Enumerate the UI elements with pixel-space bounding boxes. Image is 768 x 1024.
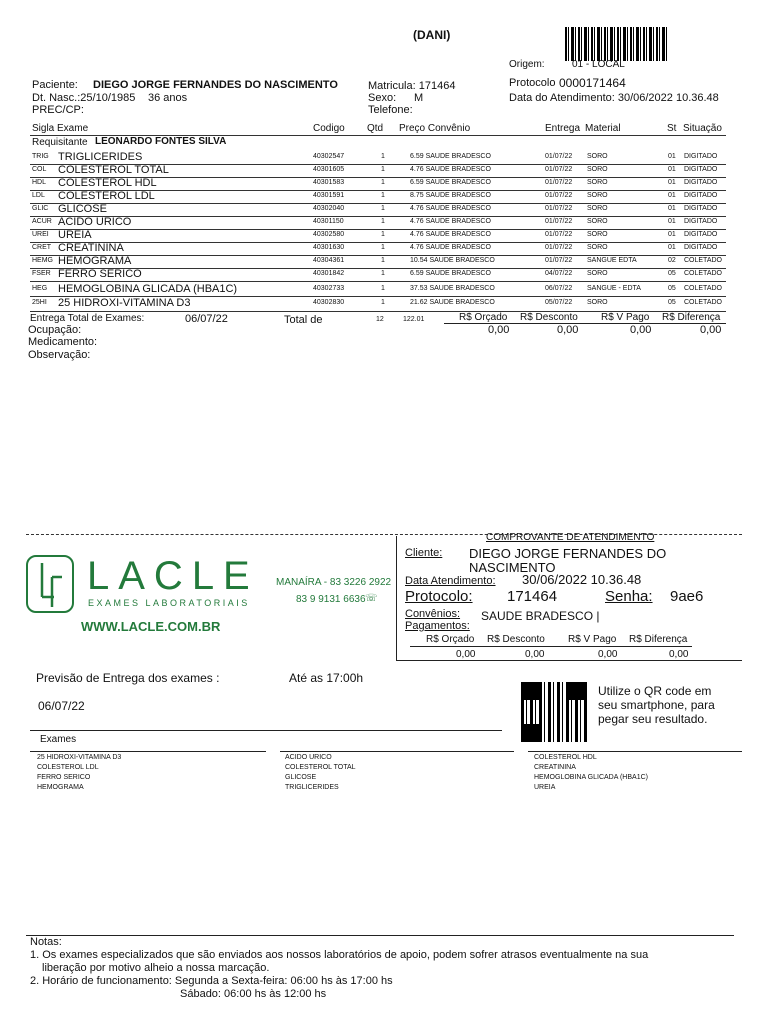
qr-text-line3: pegar seu resultado. bbox=[598, 712, 708, 726]
exames-col1-line bbox=[30, 751, 266, 752]
row-situacao: DIGITADO bbox=[684, 166, 718, 173]
table-row bbox=[0, 229, 768, 242]
row-preco: 6.59 SAUDE BRADESCO bbox=[410, 270, 491, 277]
cliente-name-line2: NASCIMENTO bbox=[469, 560, 556, 575]
row-material: SORO bbox=[587, 218, 608, 225]
protocolo-receipt-label: Protocolo: bbox=[405, 588, 473, 605]
previsao-ate: Até as 17:00h bbox=[289, 671, 364, 685]
row-sigla: COL bbox=[32, 166, 47, 173]
row-material: SORO bbox=[587, 205, 608, 212]
row-codigo: 40302040 bbox=[313, 205, 345, 212]
protocolo-receipt-value: 171464 bbox=[507, 588, 558, 605]
row-st: 02 bbox=[668, 257, 676, 264]
origem-value: 01 - LOCAL bbox=[572, 59, 625, 70]
requisitante-label: Requisitante bbox=[32, 137, 88, 148]
row-material: SORO bbox=[587, 179, 608, 186]
row-exame: FERRO SERICO bbox=[58, 268, 142, 280]
senha-label: Senha: bbox=[605, 588, 653, 605]
row-preco: 6.59 SAUDE BRADESCO bbox=[410, 153, 491, 160]
row-sigla: UREI bbox=[32, 231, 49, 238]
row-material: SORO bbox=[587, 192, 608, 199]
desconto-label: R$ Desconto bbox=[520, 312, 578, 323]
row-codigo: 40301605 bbox=[313, 166, 345, 173]
total-qtd: 12 bbox=[376, 316, 384, 323]
row-sigla: HEG bbox=[32, 285, 48, 292]
diferenca-label: R$ Diferença bbox=[662, 312, 721, 323]
row-st: 01 bbox=[668, 166, 676, 173]
requisitante-value: LEONARDO FONTES SILVA bbox=[95, 136, 227, 147]
exames-label: Exames bbox=[40, 734, 77, 745]
row-qtd: 1 bbox=[381, 231, 385, 238]
dani-label: (DANI) bbox=[413, 28, 451, 42]
list-item: 25 HIDROXI-VITAMINA D3 bbox=[37, 754, 122, 761]
paciente-label: Paciente: bbox=[32, 79, 78, 91]
row-st: 01 bbox=[668, 153, 676, 160]
list-item: TRIGLICERIDES bbox=[285, 784, 339, 791]
row-codigo: 40302547 bbox=[313, 153, 345, 160]
row-st: 05 bbox=[668, 285, 676, 292]
row-preco: 4.76 SAUDE BRADESCO bbox=[410, 231, 491, 238]
row-material: SORO bbox=[587, 231, 608, 238]
row-sigla: FSER bbox=[32, 270, 51, 277]
row-exame: COLESTEROL HDL bbox=[58, 177, 157, 189]
row-preco: 21.62 SAUDE BRADESCO bbox=[410, 299, 495, 306]
row-exame: TRIGLICERIDES bbox=[58, 151, 143, 163]
nota-2-line2: Sábado: 06:00 hs às 12:00 hs bbox=[180, 988, 327, 1000]
receipt-box-bottom bbox=[396, 660, 742, 661]
phone-manaira: MANAÍRA - 83 3226 2922 bbox=[276, 577, 392, 588]
sexo-value: M bbox=[414, 92, 424, 104]
row-sigla: LDL bbox=[32, 192, 45, 199]
row-preco: 4.76 SAUDE BRADESCO bbox=[410, 244, 491, 251]
data-atendimento: Data do Atendimento: 30/06/2022 10.36.48 bbox=[509, 92, 719, 104]
row-codigo: 40304361 bbox=[313, 257, 345, 264]
data-atendimento-label: Data Atendimento: bbox=[405, 575, 496, 587]
website-link[interactable]: WWW.LACLE.COM.BR bbox=[81, 619, 221, 634]
lacle-logo-icon bbox=[28, 557, 72, 611]
vpago-value: 0,00 bbox=[630, 324, 652, 336]
qr-code[interactable] bbox=[521, 682, 587, 742]
observacao-label: Observação: bbox=[28, 349, 91, 361]
col-material-header: Material bbox=[585, 123, 621, 134]
row-entrega: 04/07/22 bbox=[545, 270, 573, 277]
row-situacao: DIGITADO bbox=[684, 205, 718, 212]
row-preco: 6.59 SAUDE BRADESCO bbox=[410, 179, 491, 186]
receipt-title: COMPROVANTE DE ATENDIMENTO bbox=[486, 532, 655, 543]
row-sigla: HEMG bbox=[32, 257, 53, 264]
dt-nasc: Dt. Nasc.:25/10/1985 bbox=[32, 92, 136, 104]
phone-whatsapp: 83 9 9131 6636 bbox=[296, 594, 366, 605]
col-situacao-header: Situação bbox=[683, 123, 722, 134]
data-atendimento-value: 30/06/2022 10.36.48 bbox=[522, 572, 642, 587]
row-qtd: 1 bbox=[381, 244, 385, 251]
sexo-label: Sexo: bbox=[368, 92, 397, 104]
nota-1-line2: liberação por motivo alheio a nossa marcação. bbox=[42, 962, 270, 974]
orcado-value: 0,00 bbox=[488, 324, 510, 336]
origem-label: Origem: bbox=[509, 59, 545, 70]
cliente-label: Cliente: bbox=[405, 547, 443, 559]
telefone: Telefone: bbox=[368, 104, 413, 116]
total-de-label: Total de bbox=[284, 314, 323, 326]
previsao-label: Previsão de Entrega dos exames : bbox=[36, 671, 220, 685]
row-st: 01 bbox=[668, 192, 676, 199]
row-sigla: 25HI bbox=[32, 299, 47, 306]
row-qtd: 1 bbox=[381, 166, 385, 173]
row-qtd: 1 bbox=[381, 299, 385, 306]
row-sigla: GLIC bbox=[32, 205, 49, 212]
col-codigo-header: Codigo bbox=[313, 123, 345, 134]
row-preco: 8.75 SAUDE BRADESCO bbox=[410, 192, 491, 199]
notas-title: Notas: bbox=[30, 936, 62, 948]
protocolo-value: 0000171464 bbox=[559, 76, 626, 90]
row-material: SORO bbox=[587, 153, 608, 160]
row-material: SORO bbox=[587, 166, 608, 173]
table-row bbox=[0, 203, 768, 216]
row-st: 01 bbox=[668, 205, 676, 212]
row-codigo: 40301630 bbox=[313, 244, 345, 251]
lacle-logo-mark bbox=[26, 555, 74, 613]
exames-col2-line bbox=[280, 751, 514, 752]
row-exame: UREIA bbox=[58, 229, 92, 241]
row-qtd: 1 bbox=[381, 205, 385, 212]
row-situacao: DIGITADO bbox=[684, 153, 718, 160]
row-entrega: 01/07/22 bbox=[545, 153, 573, 160]
row-codigo: 40302580 bbox=[313, 231, 345, 238]
row-codigo: 40302733 bbox=[313, 285, 345, 292]
receipt-desconto-label: R$ Desconto bbox=[487, 634, 545, 645]
row-entrega: 01/07/22 bbox=[545, 205, 573, 212]
table-row bbox=[0, 242, 768, 255]
row-entrega: 01/07/22 bbox=[545, 166, 573, 173]
row-exame: GLICOSE bbox=[58, 203, 107, 215]
row-entrega: 01/07/22 bbox=[545, 218, 573, 225]
entrega-total-date: 06/07/22 bbox=[185, 313, 228, 325]
row-material: SORO bbox=[587, 270, 608, 277]
receipt-totals-divider bbox=[410, 646, 692, 647]
row-exame: ACIDO URICO bbox=[58, 216, 132, 228]
row-qtd: 1 bbox=[381, 179, 385, 186]
table-row bbox=[0, 164, 768, 177]
row-qtd: 1 bbox=[381, 257, 385, 264]
row-preco: 4.76 SAUDE BRADESCO bbox=[410, 166, 491, 173]
row-codigo: 40301150 bbox=[313, 218, 344, 225]
lacle-logo-subtitle: EXAMES LABORATORIAIS bbox=[88, 598, 250, 608]
row-entrega: 01/07/22 bbox=[545, 192, 573, 199]
convenios-label: Convênios: bbox=[405, 608, 461, 620]
table-row bbox=[0, 216, 768, 229]
row-exame: HEMOGRAMA bbox=[58, 255, 132, 267]
lacle-logo-text: LACLE bbox=[87, 554, 259, 598]
row-material: SANGUE EDTA bbox=[587, 257, 637, 264]
receipt-vpago-label: R$ V Pago bbox=[568, 634, 617, 645]
receipt-diferenca-label: R$ Diferença bbox=[629, 634, 688, 645]
row-st: 05 bbox=[668, 270, 676, 277]
row-codigo: 40302830 bbox=[313, 299, 345, 306]
barcode-image bbox=[565, 27, 669, 61]
col-sigla-header: Sigla Exame bbox=[32, 123, 89, 134]
pagamentos-label: Pagamentos: bbox=[405, 620, 470, 632]
row-entrega: 01/07/22 bbox=[545, 179, 573, 186]
row-entrega: 01/07/22 bbox=[545, 257, 573, 264]
row-entrega: 06/07/22 bbox=[545, 285, 573, 292]
col-preco-header: Preço Convênio bbox=[399, 123, 471, 134]
row-entrega: 05/07/22 bbox=[545, 299, 573, 306]
row-preco: 37.53 SAUDE BRADESCO bbox=[410, 285, 495, 292]
table-row bbox=[0, 283, 768, 296]
row-material: SORO bbox=[587, 244, 608, 251]
receipt-desconto-value: 0,00 bbox=[525, 649, 545, 660]
notas-divider bbox=[26, 935, 734, 936]
matricula: Matricula: 171464 bbox=[368, 80, 456, 92]
row-sigla: HDL bbox=[32, 179, 47, 186]
row-situacao: DIGITADO bbox=[684, 231, 718, 238]
previsao-divider bbox=[30, 730, 502, 731]
table-row bbox=[0, 297, 768, 310]
exames-col3-line bbox=[528, 751, 742, 752]
qr-text-line2: seu smartphone, para bbox=[598, 698, 715, 712]
whatsapp-icon: ☏ bbox=[365, 593, 378, 604]
list-item: COLESTEROL HDL bbox=[534, 754, 597, 761]
receipt-orcado-label: R$ Orçado bbox=[426, 634, 475, 645]
senha-value: 9ae6 bbox=[670, 588, 704, 605]
col-qtd-header: Qtd bbox=[367, 123, 384, 134]
list-item: COLESTEROL TOTAL bbox=[285, 764, 356, 771]
row-qtd: 1 bbox=[381, 270, 385, 277]
list-item: FERRO SERICO bbox=[37, 774, 91, 781]
row-situacao: DIGITADO bbox=[684, 179, 718, 186]
row-situacao: DIGITADO bbox=[684, 218, 718, 225]
col-entrega-header: Entrega bbox=[545, 123, 581, 134]
protocolo-label: Protocolo bbox=[509, 77, 556, 89]
table-row bbox=[0, 151, 768, 164]
table-row bbox=[0, 177, 768, 190]
desconto-value: 0,00 bbox=[557, 324, 579, 336]
row-sigla: ACUR bbox=[32, 218, 52, 225]
list-item: HEMOGRAMA bbox=[37, 784, 84, 791]
convenios-value: SAUDE BRADESCO | bbox=[481, 609, 600, 623]
row-qtd: 1 bbox=[381, 192, 385, 199]
list-item: COLESTEROL LDL bbox=[37, 764, 99, 771]
ocupacao-label: Ocupação: bbox=[28, 324, 82, 336]
table-row bbox=[0, 190, 768, 203]
entrega-total-label: Entrega Total de Exames: bbox=[30, 313, 145, 324]
paciente-name: DIEGO JORGE FERNANDES DO NASCIMENTO bbox=[93, 79, 338, 91]
row-exame: 25 HIDROXI-VITAMINA D3 bbox=[58, 297, 191, 309]
orcado-label: R$ Orçado bbox=[459, 312, 508, 323]
row-sigla: TRIG bbox=[32, 153, 49, 160]
col-st-header: St bbox=[667, 123, 677, 134]
row-material: SANGUE - EDTA bbox=[587, 285, 641, 292]
receipt-vpago-value: 0,00 bbox=[598, 649, 618, 660]
row-preco: 10.54 SAUDE BRADESCO bbox=[410, 257, 495, 264]
list-item: HEMOGLOBINA GLICADA (HBA1C) bbox=[534, 774, 648, 781]
row-situacao: COLETADO bbox=[684, 270, 722, 277]
receipt-box-left bbox=[396, 536, 397, 660]
receipt-diferenca-value: 0,00 bbox=[669, 649, 689, 660]
row-st: 01 bbox=[668, 231, 676, 238]
row-st: 01 bbox=[668, 179, 676, 186]
medicamento-label: Medicamento: bbox=[28, 336, 98, 348]
list-item: CREATININA bbox=[534, 764, 576, 771]
previsao-date: 06/07/22 bbox=[38, 699, 85, 713]
row-qtd: 1 bbox=[381, 285, 385, 292]
qr-text-line1: Utilize o QR code em bbox=[598, 684, 712, 698]
vpago-label: R$ V Pago bbox=[601, 312, 650, 323]
table-row bbox=[0, 255, 768, 268]
row-preco: 4.76 SAUDE BRADESCO bbox=[410, 205, 491, 212]
row-st: 01 bbox=[668, 244, 676, 251]
row-entrega: 01/07/22 bbox=[545, 244, 573, 251]
idade: 36 anos bbox=[148, 92, 188, 104]
row-qtd: 1 bbox=[381, 218, 385, 225]
diferenca-value: 0,00 bbox=[700, 324, 722, 336]
cliente-name-line1: DIEGO JORGE FERNANDES DO bbox=[469, 546, 667, 561]
row-material: SORO bbox=[587, 299, 608, 306]
list-item: UREIA bbox=[534, 784, 556, 791]
row-codigo: 40301842 bbox=[313, 270, 345, 277]
row-situacao: DIGITADO bbox=[684, 192, 718, 199]
totals-divider bbox=[444, 323, 726, 324]
row-exame: COLESTEROL LDL bbox=[58, 190, 155, 202]
list-item: ACIDO URICO bbox=[285, 754, 332, 761]
nota-2-line1: 2. Horário de funcionamento: Segunda a Sexta-feira: 06:00 hs às 17:00 hs bbox=[30, 975, 393, 987]
row-codigo: 40301591 bbox=[313, 192, 345, 199]
row-st: 05 bbox=[668, 299, 676, 306]
prec-cp: PREC/CP: bbox=[32, 104, 84, 116]
row-exame: CREATININA bbox=[58, 242, 124, 254]
row-st: 01 bbox=[668, 218, 676, 225]
row-divider bbox=[30, 281, 726, 282]
row-sigla: CRET bbox=[32, 244, 52, 251]
row-situacao: DIGITADO bbox=[684, 244, 718, 251]
nota-1-line1: 1. Os exames especializados que são enviados aos nossos laboratórios de apoio, podem sofrer atrasos eventualmente na sua bbox=[30, 949, 649, 961]
row-situacao: COLETADO bbox=[684, 299, 722, 306]
row-exame: HEMOGLOBINA GLICADA (HBA1C) bbox=[58, 283, 238, 295]
total-valor: 122.01 bbox=[403, 316, 425, 323]
receipt-orcado-value: 0,00 bbox=[456, 649, 476, 660]
row-qtd: 1 bbox=[381, 153, 385, 160]
row-entrega: 01/07/22 bbox=[545, 231, 573, 238]
row-exame: COLESTEROL TOTAL bbox=[58, 164, 169, 176]
row-preco: 4.76 SAUDE BRADESCO bbox=[410, 218, 491, 225]
list-item: GLICOSE bbox=[285, 774, 317, 781]
row-situacao: COLETADO bbox=[684, 257, 722, 264]
row-codigo: 40301583 bbox=[313, 179, 345, 186]
table-row bbox=[0, 268, 768, 281]
row-situacao: COLETADO bbox=[684, 285, 722, 292]
